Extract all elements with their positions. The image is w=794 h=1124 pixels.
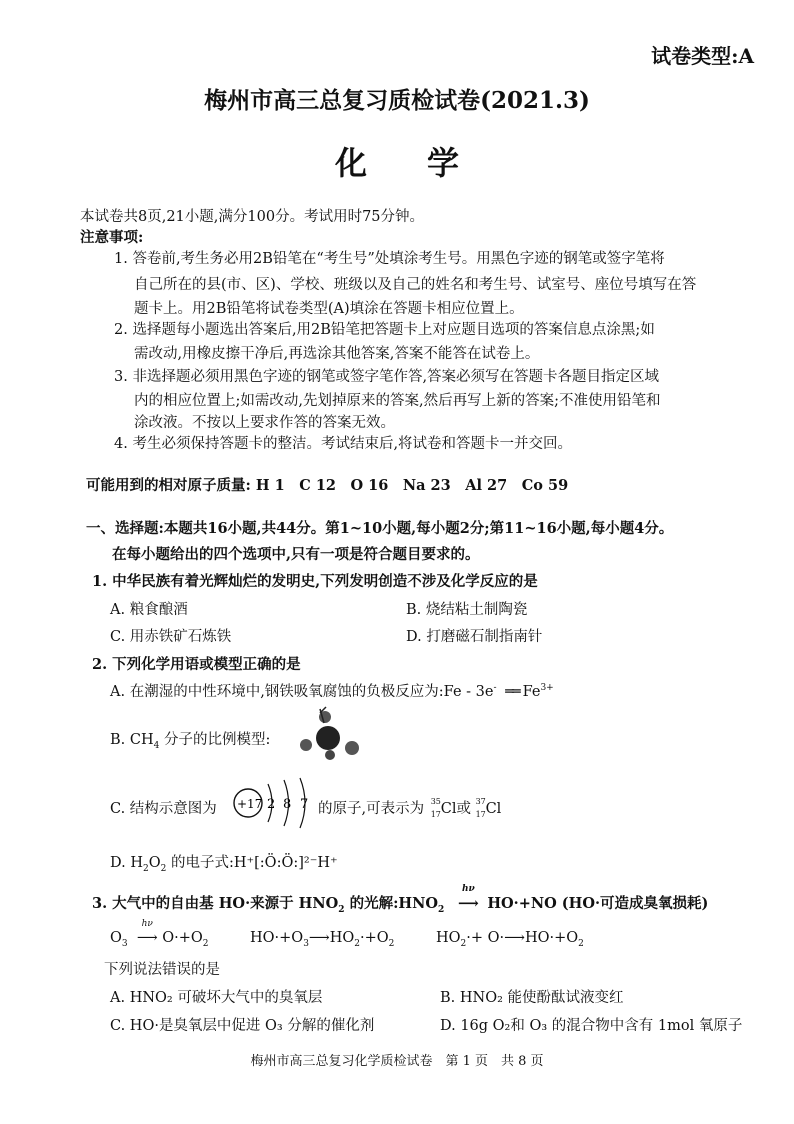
reaction-3: $HO_2\cdot+$ $O\cdot⟶HO\cdot+O_2$ bbox=[436, 930, 584, 949]
notice-line: 内的相应位置上;如需改动,先划掉原来的答案,然后再写上新的答案;不准使用铅笔和 bbox=[134, 393, 661, 409]
question-2-option-c-label: C. 结构示意图为 bbox=[110, 801, 217, 817]
question-2-option-d: D. $H_2O_2$ 的电子式:H⁺[:Ö:Ö:]²⁻H⁺ bbox=[110, 855, 338, 874]
question-3-option-b: B. HNO₂ 能使酚酞试液变红 bbox=[440, 990, 624, 1006]
notice-line: 自己所在的县(市、区)、学校、班级以及自己的姓名和考生号、试室号、座位号填写在答 bbox=[134, 277, 697, 293]
question-2-option-a: A. 在潮湿的中性环境中,钢铁吸氧腐蚀的负极反应为:Fe - 3e- ══ $Fe^{3+}$ bbox=[110, 683, 554, 700]
subject-title: 化学 bbox=[334, 144, 519, 182]
question-3-prompt: 下列说法错误的是 bbox=[104, 962, 220, 978]
question-3-option-a: A. HNO₂ 可破坏大气中的臭氧层 bbox=[110, 990, 323, 1006]
question-3-option-c: C. HO·是臭氧层中促进 O₃ 分解的催化剂 bbox=[110, 1018, 375, 1034]
exam-title: 梅州市高三总复习质检试卷(2021.3) bbox=[204, 87, 590, 114]
question-1-option-a: A. 粮食酿酒 bbox=[110, 602, 188, 618]
notice-line: 涂改液。不按以上要求作答的答案无效。 bbox=[134, 415, 395, 431]
notice-line: 3. 非选择题必须用黑色字迹的钢笔或签字笔作答,答案必须写在答题卡各题目指定区域 bbox=[114, 369, 660, 385]
chlorine-atom-structure-diagram bbox=[230, 774, 320, 832]
notice-line: 需改动,用橡皮擦干净后,再选涂其他答案,答案不能答在试卷上。 bbox=[134, 346, 540, 362]
section-subtitle: 在每小题给出的四个选项中,只有一项是符合题目要求的。 bbox=[112, 546, 480, 563]
question-1-option-c: C. 用赤铁矿石炼铁 bbox=[110, 629, 232, 645]
notice-line: 题卡上。用2B铅笔将试卷类型(A)填涂在答题卡相应位置上。 bbox=[134, 301, 524, 317]
shell-1-electrons: 2 bbox=[267, 797, 276, 812]
notice-line: 4. 考生必须保持答题卡的整洁。考试结束后,将试卷和答题卡一并交回。 bbox=[114, 436, 573, 452]
question-3-option-d: D. 16g O₂和 O₃ 的混合物中含有 1mol 氧原子 bbox=[440, 1018, 743, 1034]
nucleus-charge: +17 bbox=[237, 797, 263, 811]
section-title: 一、选择题:本题共16小题,共44分。第1~10小题,每小题2分;第11~16小题,每小题4分。 bbox=[86, 520, 674, 537]
photolysis-arrow: hν ⟶ bbox=[457, 884, 479, 912]
isotope-35-notation: 35 17 bbox=[430, 797, 441, 819]
reaction-1-arrow: hν ⟶ bbox=[136, 919, 158, 946]
shell-2-electrons: 8 bbox=[283, 797, 292, 812]
h2o2-electron-formula: H⁺[:Ö:Ö:]²⁻H⁺ bbox=[233, 855, 338, 871]
question-2-stem: 2. 下列化学用语或模型正确的是 bbox=[92, 656, 301, 673]
question-3-stem: 3. 大气中的自由基 HO·来源于 $HNO_2$ 的光解$:HNO_2$ hν ⟶ HO·+NO (HO·可造成臭氧损耗) bbox=[92, 884, 709, 915]
ch4-molecule-model bbox=[290, 705, 370, 765]
atomic-masses: 可能用到的相对原子质量: H 1 C 12 O 16 Na 23 Al 27 Co 59 bbox=[86, 477, 569, 494]
paper-type-label: 试卷类型:A bbox=[651, 44, 754, 68]
reaction-2: $HO\cdot+O_3⟶HO_2\cdot+O_2$ bbox=[250, 930, 395, 949]
question-1-option-d: D. 打磨磁石制指南针 bbox=[406, 629, 543, 645]
isotope-37-notation: 37 17 bbox=[475, 797, 486, 819]
notice-heading: 注意事项: bbox=[80, 229, 144, 246]
notice-line: 1. 答卷前,考生务必用2B铅笔在“考生号”处填涂考生号。用黑色字迹的钢笔或签字笔将 bbox=[114, 251, 665, 267]
reaction-1: $O_3$ hν ⟶ $O\cdot+O_2$ bbox=[110, 919, 209, 949]
shell-3-electrons: 7 bbox=[300, 797, 309, 812]
question-2-option-c-text: 的原子,可表示为 35 17 Cl或 37 17 Cl bbox=[318, 797, 502, 819]
question-2-option-b: B. $CH_4$ 分子的比例模型: bbox=[110, 732, 271, 751]
question-1-option-b: B. 烧结粘土制陶瓷 bbox=[406, 602, 528, 618]
notice-line: 2. 选择题每小题选出答案后,用2B铅笔把答题卡上对应题目选项的答案信息点涂黑;如 bbox=[114, 322, 655, 338]
question-1-stem: 1. 中华民族有着光辉灿烂的发明史,下列发明创造不涉及化学反应的是 bbox=[92, 573, 538, 590]
exam-intro: 本试卷共8页,21小题,满分100分。考试用时75分钟。 bbox=[80, 209, 425, 225]
page-footer: 梅州市高三总复习化学质检试卷 第 1 页 共 8 页 bbox=[250, 1054, 544, 1069]
